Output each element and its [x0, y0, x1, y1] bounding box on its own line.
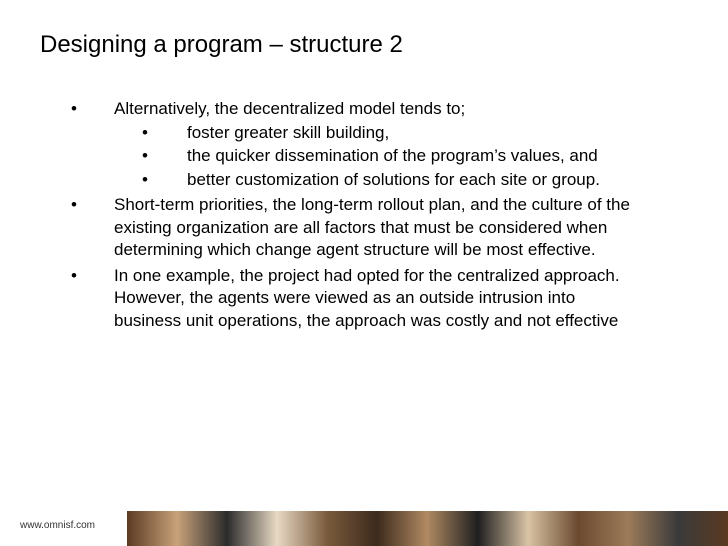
photo-strip-tile [427, 511, 477, 546]
photo-strip-tile [127, 511, 177, 546]
photo-strip-tile [327, 511, 377, 546]
bullet-text: the quicker dissemination of the program’s values, and [187, 146, 598, 165]
bullet-list [0, 98, 728, 332]
photo-strip-tile [177, 511, 227, 546]
bullet-item [0, 98, 634, 121]
photo-strip-tile [628, 511, 678, 546]
footer-url: www.omnisf.com [20, 520, 96, 531]
photo-strip-tile [678, 511, 728, 546]
sub-bullet-item [0, 145, 627, 168]
bullet-icon: • [71, 195, 77, 214]
photo-strip-tile [277, 511, 327, 546]
photo-strip [127, 511, 728, 546]
bullet-text: better customization of solutions for each site or group. [187, 169, 600, 189]
photo-strip-tile [478, 511, 528, 546]
bullet-text: foster greater skill building, [187, 122, 390, 142]
sub-bullet-item [0, 122, 627, 145]
bullet-icon: • [142, 122, 148, 142]
bullet-icon: • [71, 265, 77, 285]
bullet-item [0, 194, 634, 262]
bullet-text: Alternatively, the decentralized model tends to; [114, 99, 466, 118]
bullet-text: Short-term priorities, the long-term rollout plan, and the culture of the existing organization are all factors that must be considered when determining which change agent structure will be most effective. [114, 195, 630, 259]
photo-strip-tile [528, 511, 578, 546]
slide-title: Designing a program – structure 2 [40, 31, 403, 58]
photo-strip-tile [578, 511, 628, 546]
bullet-text: In one example, the project had opted for the centralized approach. However, the agents were viewed as an outside intrusion into business unit operations, the approach was costly and not effective [114, 265, 620, 330]
bullet-icon: • [71, 99, 77, 118]
bullet-icon: • [142, 146, 148, 165]
photo-strip-tile [227, 511, 277, 546]
sub-bullet-item [0, 169, 627, 192]
bullet-item [0, 265, 634, 333]
photo-strip-tile [377, 511, 427, 546]
bullet-icon: • [142, 169, 148, 189]
